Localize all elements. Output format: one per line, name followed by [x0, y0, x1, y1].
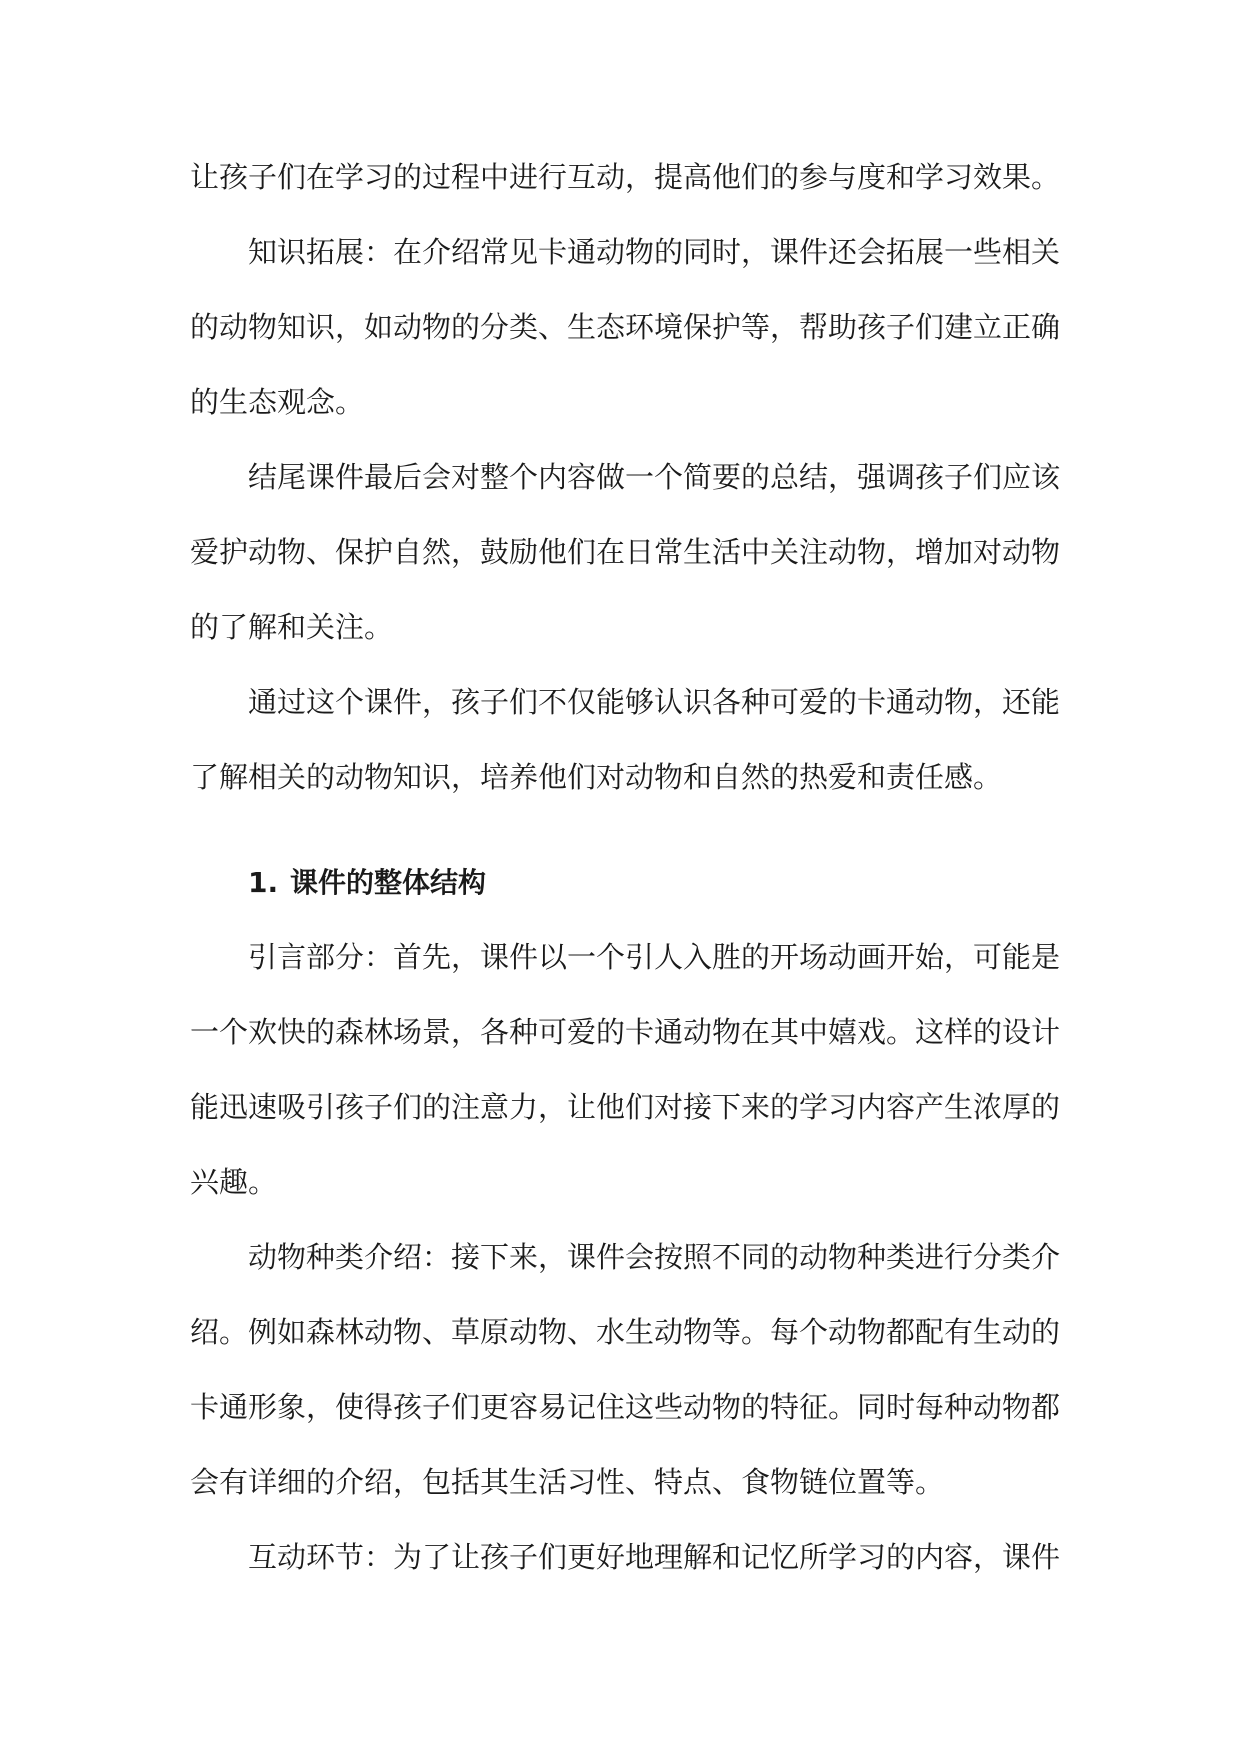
paragraph-continuation: 让孩子们在学习的过程中进行互动，提高他们的参与度和学习效果。	[190, 160, 1061, 194]
document-body	[190, 140, 1060, 1595]
paragraph-knowledge-extension: 知识拓展：在介绍常见卡通动物的同时，课件还会拓展一些相关的动物知识，如动物的分类、生态环境保护等，帮助孩子们建立正确的生态观念。	[190, 235, 1061, 419]
paragraph-introduction: 引言部分：首先，课件以一个引人入胜的开场动画开始，可能是一个欢快的森林场景，各种可爱的卡通动物在其中嬉戏。这样的设计能迅速吸引孩子们的注意力，让他们对接下来的学习内容产生浓厚的兴趣。	[190, 940, 1061, 1199]
section-heading	[190, 845, 1060, 920]
section-number: 1.	[248, 866, 279, 899]
paragraph-summary: 通过这个课件，孩子们不仅能够认识各种可爱的卡通动物，还能了解相关的动物知识，培养他们对动物和自然的热爱和责任感。	[190, 685, 1061, 794]
paragraph-ending: 结尾课件最后会对整个内容做一个简要的总结，强调孩子们应该爱护动物、保护自然，鼓励他们在日常生活中关注动物，增加对动物的了解和关注。	[190, 460, 1061, 644]
paragraph-animal-types: 动物种类介绍：接下来，课件会按照不同的动物种类进行分类介绍。例如森林动物、草原动物、水生动物等。每个动物都配有生动的卡通形象，使得孩子们更容易记住这些动物的特征。同时每种动物都会有详细的介绍，包括其生活习性、特点、食物链位置等。	[190, 1240, 1061, 1499]
paragraph-interaction: 互动环节：为了让孩子们更好地理解和记忆所学习的内容，课件	[248, 1540, 1061, 1574]
section-title: 课件的整体结构	[290, 866, 487, 899]
